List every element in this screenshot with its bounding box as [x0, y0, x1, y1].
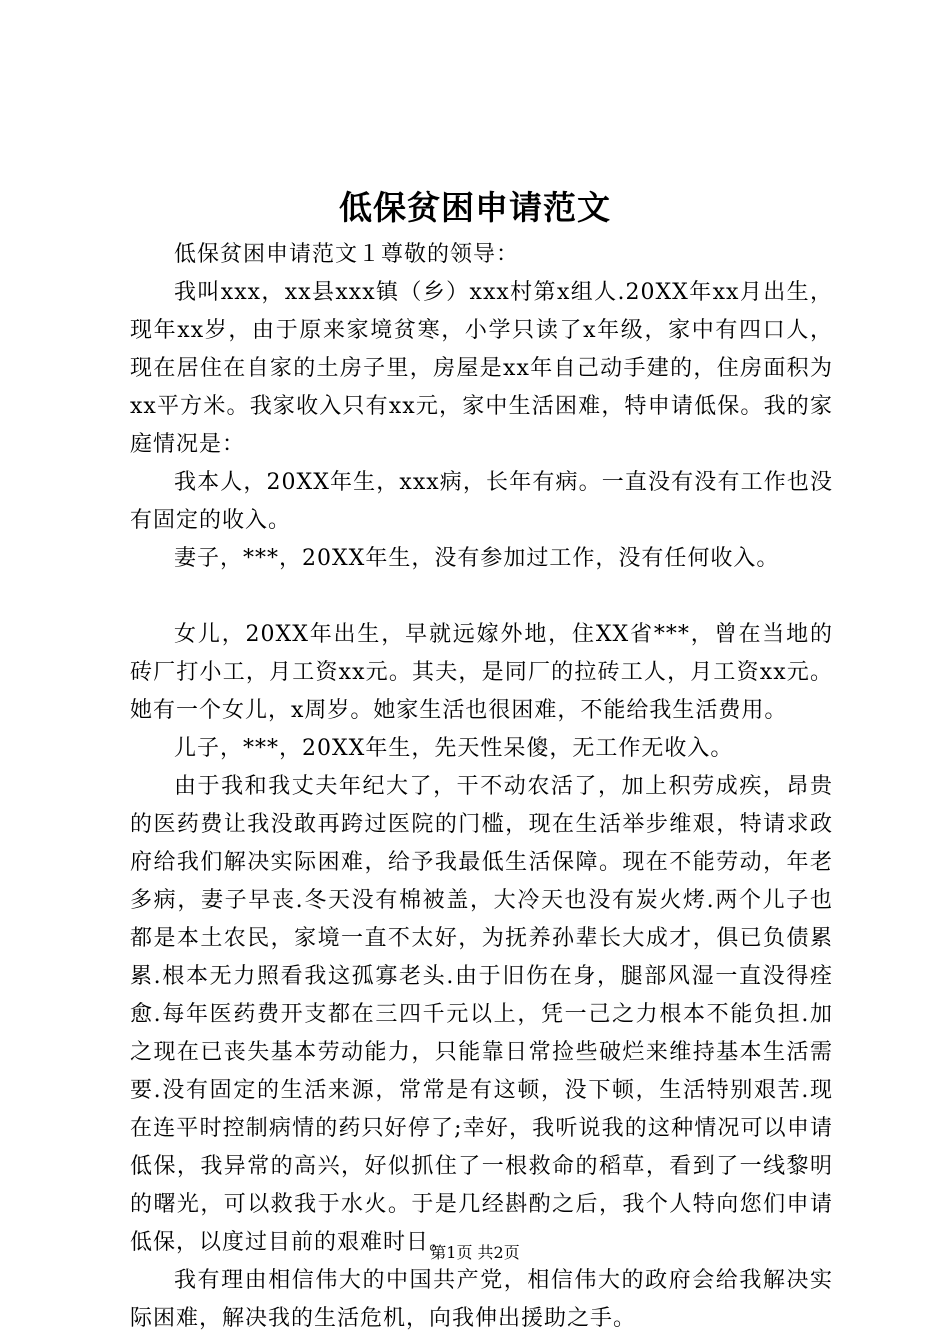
closing-paragraph: 我有理由相信伟大的中国共产党，相信伟大的政府会给我解决实际困难，解决我的生活危机，向我伸出援助之手。: [130, 1268, 833, 1331]
self-situation-paragraph: 我本人，20XX年生，xxx病，长年有病。一直没有没有工作也没有固定的收入。: [130, 470, 833, 533]
page-number-footer: 第1页 共2页: [430, 1243, 520, 1262]
hardship-paragraph: 由于我和我丈夫年纪大了，干不动农活了，加上积劳成疾，昂贵的医药费让我没敢再跨过医院的门槛，现在生活举步维艰，特请求政府给我们解决实际困难，给予我最低生活保障。现在不能劳动，年老多病，妻子早丧.冬天没有棉被盖，大冷天也没有炭火烤.两个儿子也都是本土农民，家境一直不太好，为抚养孙辈长大成才，俱已负债累累.根本无力照看我这孤寡老头.由于旧伤在身，腿部风湿一直没得痊愈.每年医药费开支都在三四千元以上，凭一己之力根本不能负担.加之现在已丧失基本劳动能力，只能靠日常捡些破烂来维持基本生活需要.没有固定的生活来源，常常是有这顿，没下顿，生活特别艰苦.现在连平时控制病情的药只好停了;幸好，我听说我的这种情况可以申请低保，我异常的高兴，好似抓住了一根救命的稻草，看到了一线黎明的曙光，可以救我于水火。于是几经斟酌之后，我个人特向您们申请低保，以度过目前的艰难时日。: [130, 774, 833, 1255]
paragraph-spacer: [130, 578, 833, 616]
document-body: [130, 236, 833, 1338]
greeting-paragraph: 低保贫困申请范文１尊敬的领导：: [174, 242, 520, 267]
self-introduction-paragraph: 我叫xxx，xx县xxx镇（乡）xxx村第x组人.20XX年xx月出生，现年xx岁，由于原来家境贫寒，小学只读了x年级，家中有四口人，现在居住在自家的土房子里，房屋是xx年自己动手建的，住房面积为xx平方米。我家收入只有xx元，家中生活困难，特申请低保。我的家庭情况是：: [130, 280, 833, 457]
son-situation-paragraph: 儿子，***，20XX年生，先天性呆傻，无工作无收入。: [174, 736, 734, 761]
document-title: 低保贫困申请范文: [339, 188, 611, 227]
wife-situation-paragraph: 妻子，***，20XX年生，没有参加过工作，没有任何收入。: [174, 546, 780, 571]
daughter-situation-paragraph: 女儿，20XX年出生，早就远嫁外地，住XX省***，曾在当地的砖厂打小工，月工资xx元。其夫，是同厂的拉砖工人，月工资xx元。她有一个女儿，x周岁。她家生活也很困难，不能给我生活费用。: [130, 622, 833, 723]
